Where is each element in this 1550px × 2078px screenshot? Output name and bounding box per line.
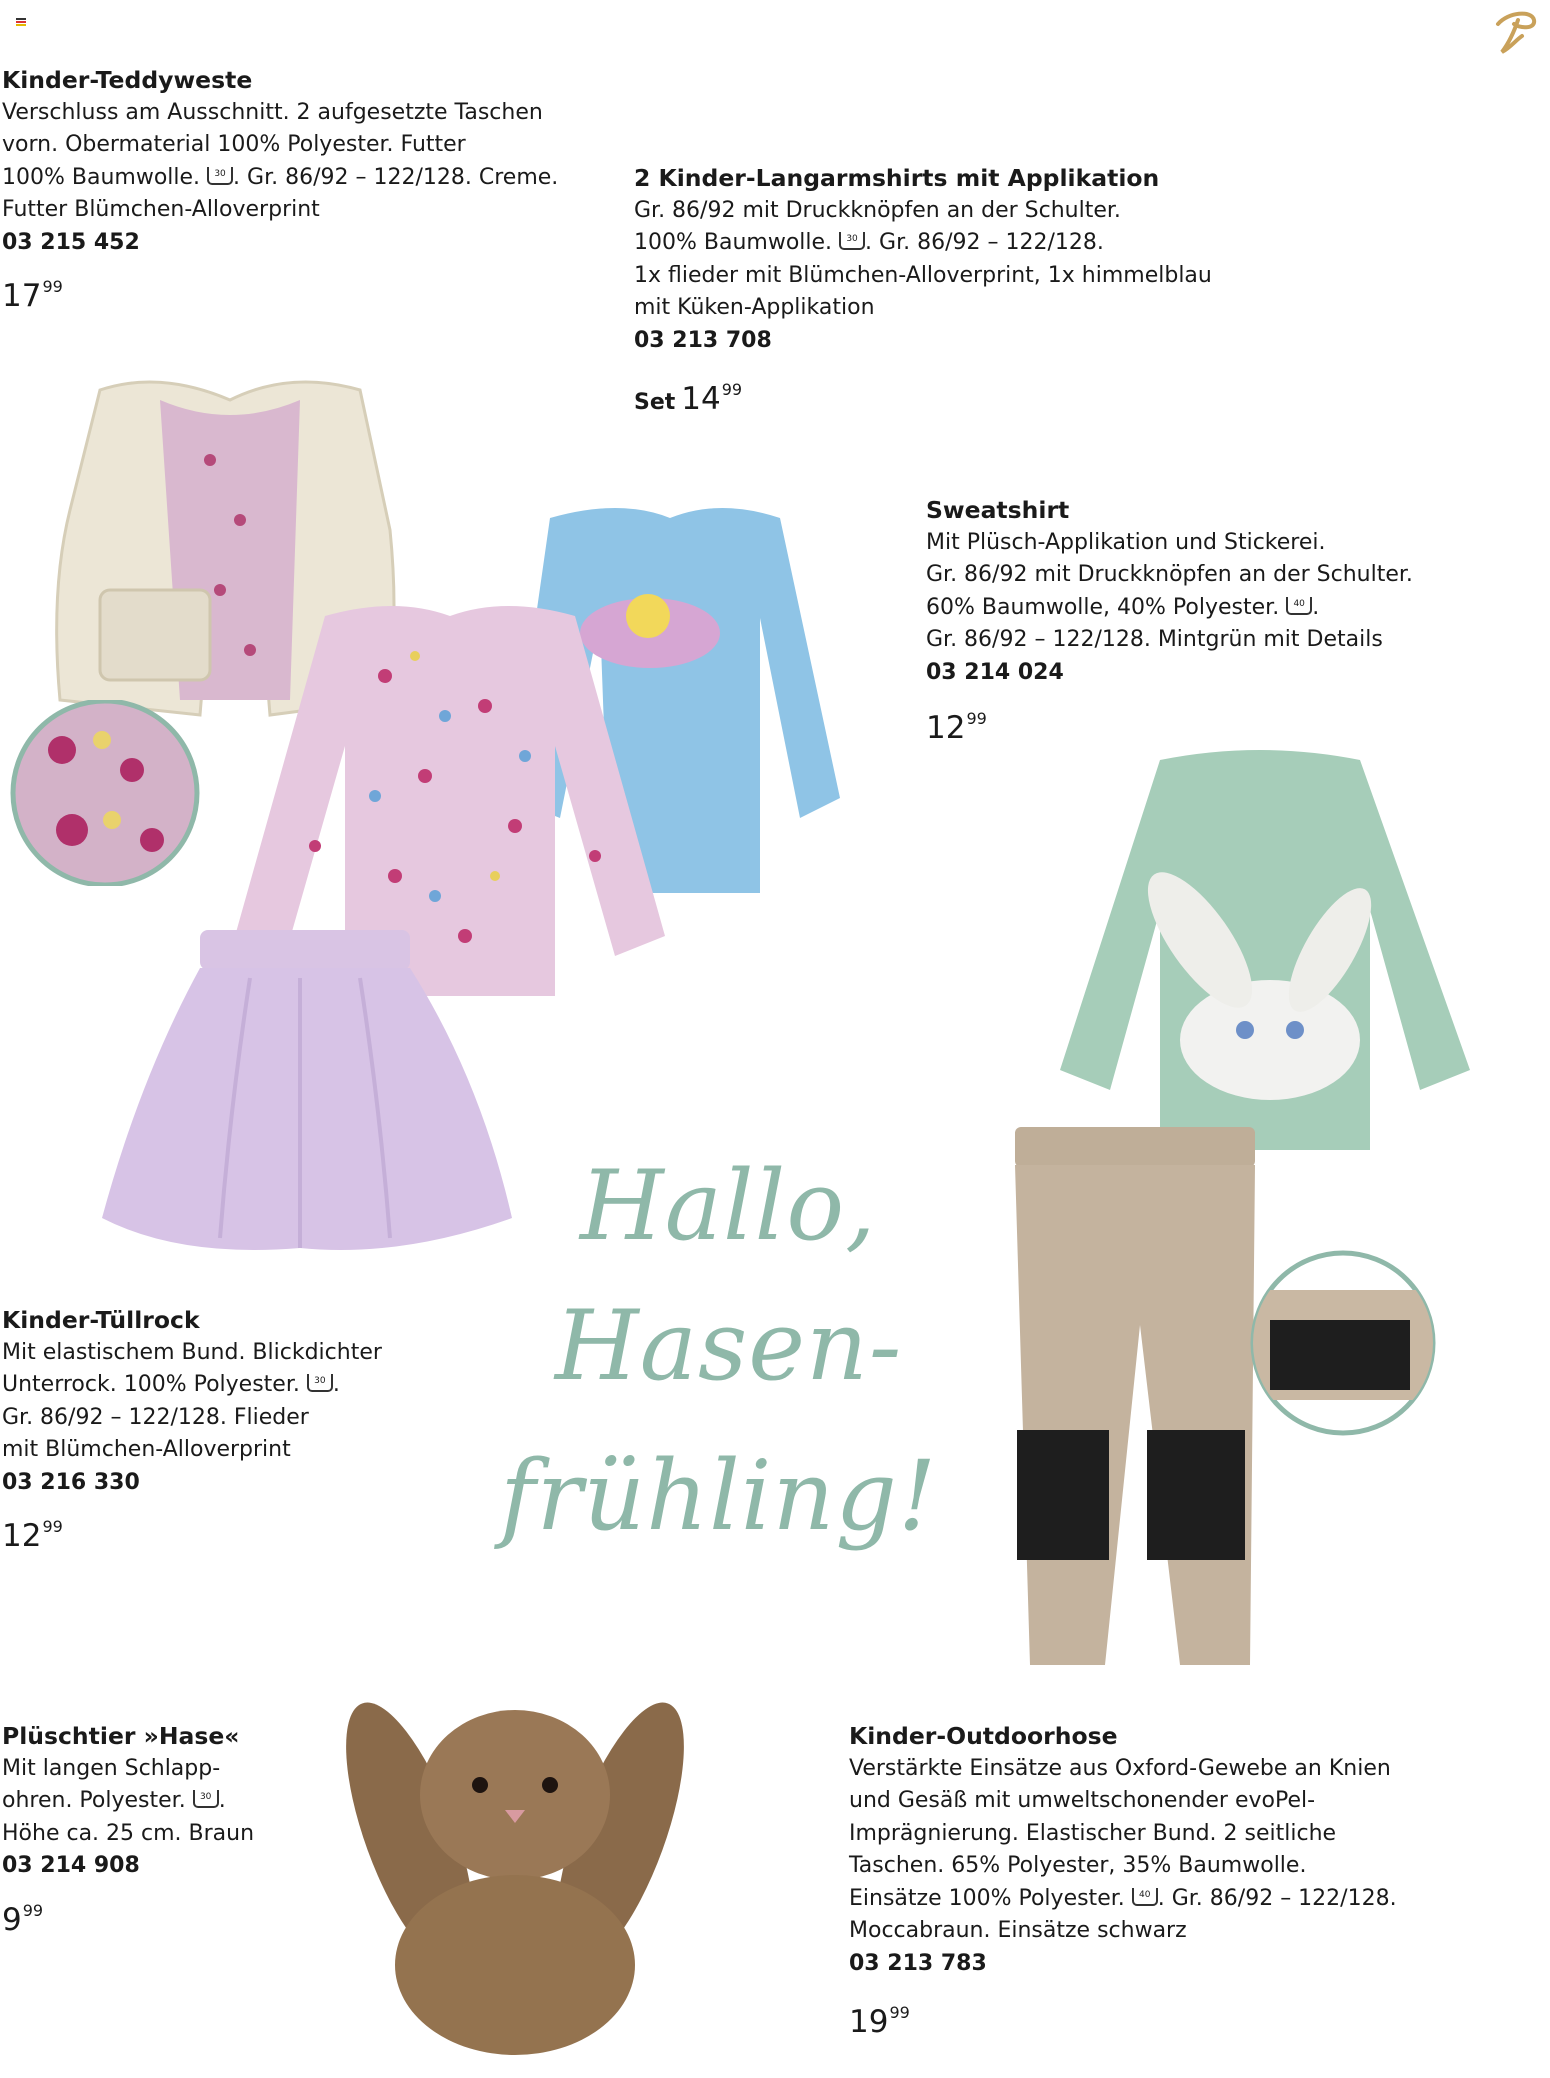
wash-30-icon: 30 xyxy=(207,167,233,185)
desc-line: Mit langen Schlapp- xyxy=(2,1755,221,1781)
desc-line: vorn. Obermaterial 100% Polyester. Futter xyxy=(2,132,466,157)
desc-line: Gr. 86/92 – 122/128. Flieder xyxy=(2,1404,309,1430)
desc-line: . xyxy=(218,1788,226,1813)
article-number: 03 216 330 xyxy=(2,1469,140,1495)
tulle-skirt-image xyxy=(100,928,514,1260)
article-number: 03 214 908 xyxy=(2,1853,140,1878)
price-langarmshirts: Set $14^{99}$ xyxy=(634,380,743,417)
article-number: 03 213 783 xyxy=(849,1950,987,1976)
product-title: 2 Kinder-Langarmshirts mit Applikation xyxy=(634,164,1160,192)
product-outdoorhose xyxy=(849,1720,1397,1980)
desc-line: . xyxy=(332,1372,340,1397)
headline-line-2: Hasen- xyxy=(555,1290,903,1402)
product-tuellrock xyxy=(2,1304,382,1499)
outdoor-pants-image xyxy=(1005,1125,1265,1675)
product-title: Sweatshirt xyxy=(926,496,1070,524)
product-teddyweste xyxy=(2,64,558,259)
desc-line: 100% Baumwolle. xyxy=(634,230,833,255)
desc-line: Moccabraun. Einsätze schwarz xyxy=(849,1918,1187,1943)
price-tuellrock: $12^{99}$ xyxy=(2,1517,63,1554)
headline-line-3: frühling! xyxy=(500,1440,938,1552)
desc-line: Gr. 86/92 mit Druckknöpfen an der Schulter. xyxy=(926,562,1413,587)
desc-line: . Gr. 86/92 – 122/128. xyxy=(1157,1885,1397,1911)
tchibo-logo-icon xyxy=(1488,6,1540,58)
desc-line: Unterrock. 100% Polyester. xyxy=(2,1372,300,1397)
desc-line: und Gesäß mit umweltschonender evoPel- xyxy=(849,1788,1316,1813)
desc-line: Verschluss am Ausschnitt. 2 aufgesetzte Taschen xyxy=(2,99,543,125)
desc-line: ohren. Polyester. xyxy=(2,1788,186,1813)
price-sweatshirt: $12^{99}$ xyxy=(926,709,987,746)
desc-line: Gr. 86/92 mit Druckknöpfen an der Schulter. xyxy=(634,197,1121,223)
wash-40-icon: 40 xyxy=(1286,597,1312,615)
desc-line: 100% Baumwolle. xyxy=(2,164,201,190)
desc-line: . xyxy=(1312,594,1320,620)
plush-bunny-image xyxy=(290,1665,730,2065)
desc-line: Imprägnierung. Elastischer Bund. 2 seitliche xyxy=(849,1820,1337,1846)
desc-line: Höhe ca. 25 cm. Braun xyxy=(2,1820,255,1846)
product-sweatshirt xyxy=(926,494,1413,689)
desc-line: 60% Baumwolle, 40% Polyester. xyxy=(926,594,1280,620)
pants-seat-detail-image xyxy=(1250,1250,1436,1436)
desc-line: Mit Plüsch-Applikation und Stickerei. xyxy=(926,529,1326,555)
price-plueschtier: $9^{99}$ xyxy=(2,1901,44,1938)
wash-30-icon: 30 xyxy=(193,1790,219,1808)
desc-line: Verstärkte Einsätze aus Oxford-Gewebe an Knien xyxy=(849,1755,1391,1781)
desc-line: 1x flieder mit Blümchen-Alloverprint, 1x himmelblau xyxy=(634,262,1212,288)
desc-line: mit Blümchen-Alloverprint xyxy=(2,1437,291,1462)
product-title: Plüschtier »Hase« xyxy=(2,1722,240,1750)
desc-line: mit Küken-Applikation xyxy=(634,295,875,320)
desc-line: . Gr. 86/92 – 122/128. xyxy=(865,230,1104,255)
desc-line: . Gr. 86/92 – 122/128. Creme. xyxy=(233,164,559,190)
wash-40-icon: 40 xyxy=(1132,1888,1158,1906)
product-title: Kinder-Outdoorhose xyxy=(849,1722,1118,1750)
desc-line: Mit elastischem Bund. Blickdichter xyxy=(2,1339,382,1365)
price-teddyweste: $17^{99}$ xyxy=(2,277,63,314)
wash-30-icon: 30 xyxy=(307,1374,333,1392)
mint-bunny-sweatshirt-image xyxy=(1030,740,1500,1160)
desc-line: Futter Blümchen-Alloverprint xyxy=(2,197,320,222)
vest-lining-detail-image xyxy=(2,700,208,886)
wash-30-icon: 30 xyxy=(839,232,865,250)
desc-line: Einsätze 100% Polyester. xyxy=(849,1885,1125,1911)
product-title: Kinder-Teddyweste xyxy=(2,66,253,94)
desc-line: Gr. 86/92 – 122/128. Mintgrün mit Details xyxy=(926,627,1383,652)
headline-line-1: Hallo, xyxy=(580,1150,877,1262)
article-number: 03 214 024 xyxy=(926,659,1064,685)
product-langarmshirts xyxy=(634,162,1212,357)
article-number: 03 215 452 xyxy=(2,229,140,255)
price-outdoorhose: $19^{99}$ xyxy=(849,2003,910,2040)
article-number: 03 213 708 xyxy=(634,327,772,353)
product-plueschtier xyxy=(2,1720,254,1883)
desc-line: Taschen. 65% Polyester, 35% Baumwolle. xyxy=(849,1853,1307,1878)
flag-icon xyxy=(16,18,26,25)
product-title: Kinder-Tüllrock xyxy=(2,1306,200,1334)
